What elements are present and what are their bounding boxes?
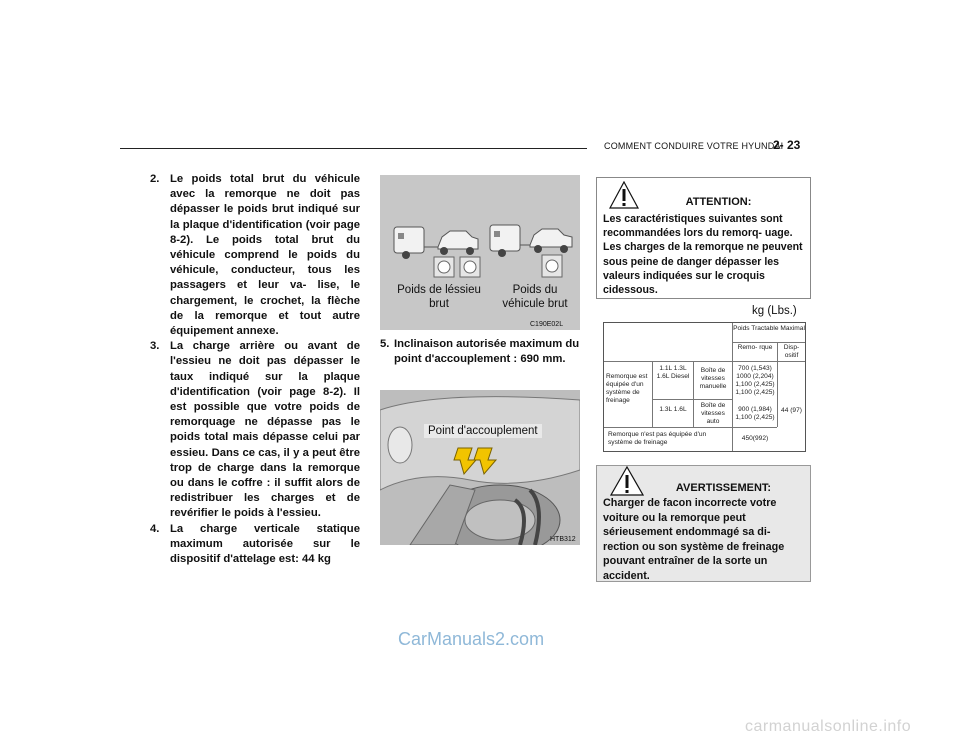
- attention-body: Les caractéristiques suivantes sont recommandées lors du remorq- uage. Les charges de la remorque ne peuvent sous peine de danger dépasser les valeurs indiquées sur le croquis cidessous.: [603, 213, 803, 297]
- towing-capacity-table: [603, 322, 806, 452]
- item-number: 5.: [380, 338, 390, 350]
- list-item: [150, 339, 360, 521]
- left-column-text: [150, 172, 360, 567]
- axle-weight-label: Poids de léssieu brut: [397, 284, 481, 310]
- header-rule: [120, 148, 587, 149]
- warning-box: [596, 465, 811, 582]
- list-item: [150, 172, 360, 339]
- step-5-text: [380, 337, 580, 367]
- left-trailer-car-icon: [394, 227, 480, 277]
- item-text: Le poids total brut du véhicule avec la remorque ne doit pas dépasser le poids brut indiqué sur la plaque d'identification (voir page 8-2). Le poids total brut du véhicule comprend le poids du véhicule, conducteur, tous les passagers et leur va- lise, le chargement, le crochet, la flèche de la remorque et tout autre équipement annexe.: [170, 173, 360, 338]
- warning-title: AVERTISSEMENT:: [675, 482, 772, 494]
- axle-weight-figure: [380, 175, 580, 330]
- table-header-device: Disp- ositif: [783, 344, 800, 359]
- table-engines-auto: 1.3L 1.6L: [659, 406, 687, 413]
- table-header-trailer: Remo- rque: [737, 344, 773, 351]
- table-row-label-braked: Remorque est équipée d'un système de freinage: [606, 373, 648, 404]
- item-text: La charge arrière ou avant de l'essieu ne doit pas dépasser le taux indiqué sur la plaque d'identification (voir page 8-2). Il est possible que votre poids de remorquage ne dépasse pas le poids total mais dépasse celui par essieu. Dans ce cas, il y a peut être trop de charge dans la remorque ou dans le coffre : il suffit alors de redistribuer les charges et de revérifier le poids à l'essieu.: [170, 340, 360, 520]
- item-number: 2.: [150, 173, 160, 185]
- watermark-carmanualsonline: carmanualsonline.info: [745, 718, 912, 735]
- page-number: 2- 23: [773, 138, 801, 152]
- warning-body: Charger de facon incorrecte votre voiture ou la remorque peut sérieusement endommagé sa di- rection ou son système de freinage pouvant entraîner de la sorte un accident.: [603, 497, 785, 582]
- coupling-point-figure: [380, 390, 580, 545]
- table-device-value: 44 (97): [781, 407, 802, 414]
- list-item: [380, 337, 580, 367]
- table-unbraked-value: 450(992): [741, 435, 769, 442]
- right-trailer-car-icon: [490, 225, 572, 277]
- table-row-label-unbraked: Remorque n'est pas équipée d'un système de freinage: [608, 431, 707, 446]
- coupling-point-label: Point d'accouplement: [424, 424, 542, 438]
- table-gear-manual: Boîte de vitesses manuelle: [699, 367, 727, 390]
- watermark-carmanuals2: CarManuals2.com: [398, 629, 545, 649]
- attention-title: ATTENTION:: [685, 196, 752, 208]
- table-gear-auto: Boîte de vitesses auto: [700, 402, 726, 425]
- figure-code: HTB312: [550, 536, 576, 543]
- table-unit-label: kg (Lbs.): [752, 305, 797, 317]
- table-values-manual: 700 (1,543) 1000 (2,204) 1,100 (2,425) 1,100 (2,425): [735, 365, 775, 396]
- table-header-max-weight: Poids Tractable Maximal: [733, 325, 805, 332]
- table-engines-manual: 1.1L 1.3L 1.6L Diesel: [656, 365, 690, 380]
- figure-code: C190E02L: [530, 321, 564, 328]
- attention-box: [596, 177, 811, 299]
- rear-bumper-illustration: [380, 390, 580, 545]
- list-item: [150, 522, 360, 568]
- vehicle-weight-label: Poids du véhicule brut: [502, 284, 568, 310]
- item-number: 4.: [150, 522, 160, 535]
- item-text: Inclinaison autorisée maximum du point d'accouplement : 690 mm.: [394, 338, 580, 366]
- item-text: La charge verticale statique maximum autorisée sur le dispositif d'attelage est: 44 kg: [170, 522, 360, 566]
- item-number: 3.: [150, 340, 160, 353]
- table-values-auto: 900 (1,984) 1,100 (2,425): [735, 406, 775, 421]
- section-title: COMMENT CONDUIRE VOTRE HYUNDAI: [604, 141, 784, 151]
